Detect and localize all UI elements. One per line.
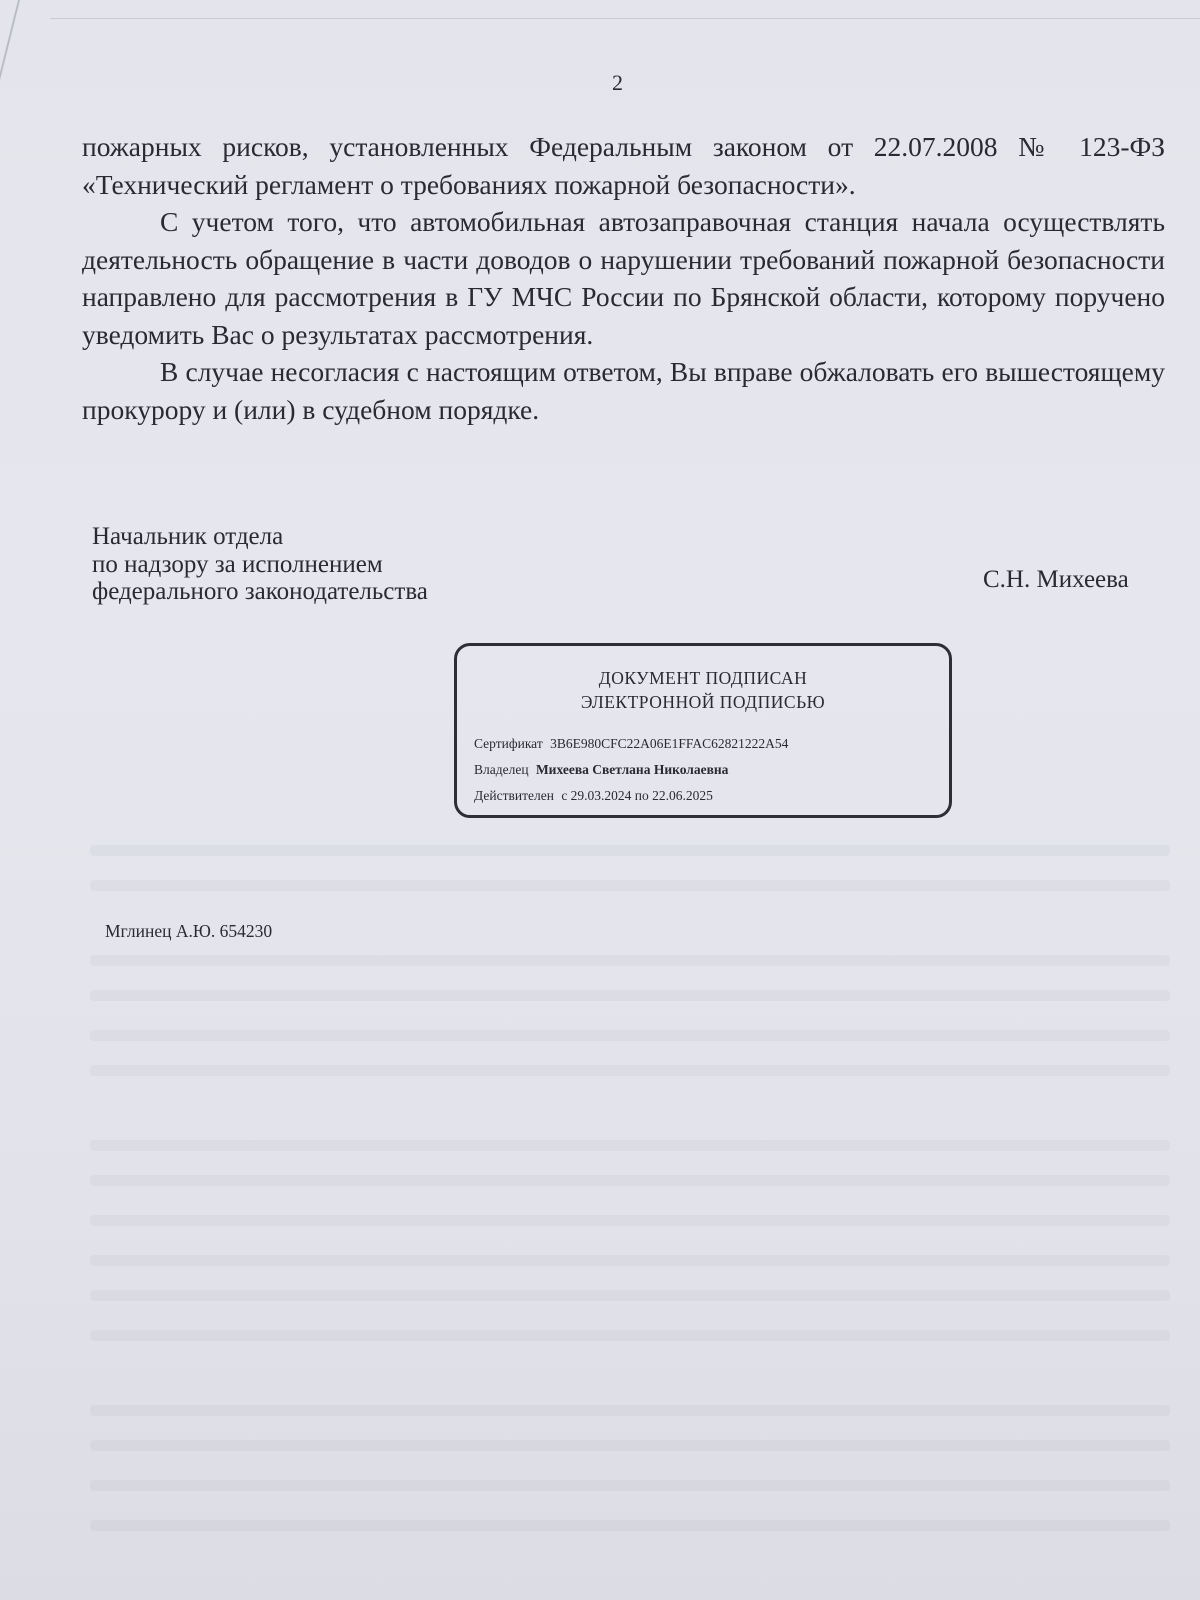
show-through-line (90, 1140, 1170, 1151)
page-number: 2 (612, 70, 623, 95)
show-through-line (90, 1440, 1170, 1451)
position-line: Начальник отдела (92, 523, 284, 550)
show-through-line (90, 1065, 1170, 1076)
position-line: федерального законодательства (92, 578, 428, 605)
certificate-value: 3B6E980CFC22A06E1FFAC62821222A54 (550, 736, 789, 751)
show-through-line (90, 845, 1170, 856)
stamp-subtitle: ЭЛЕКТРОННОЙ ПОДПИСЬЮ (580, 692, 826, 712)
e-signature-stamp (454, 643, 952, 818)
signatory-position (92, 523, 428, 606)
letter-body (82, 128, 1165, 428)
show-through-line (90, 1330, 1170, 1341)
owner-label: Владелец (474, 762, 529, 777)
show-through-line (90, 1405, 1170, 1416)
stamp-validity (474, 788, 713, 804)
show-through-line (90, 1030, 1170, 1041)
show-through-line (90, 1175, 1170, 1186)
show-through-line (90, 880, 1170, 891)
validity-label: Действителен (474, 788, 554, 803)
paragraph-appeal-rights: В случае несогласия с настоящим ответом, Вы вправе обжаловать его вышестоящему прокурору и (или) в судебном порядке. (82, 356, 1165, 425)
show-through-line (90, 1520, 1170, 1531)
position-line: по надзору за исполнением (92, 550, 383, 578)
certificate-label: Сертификат (474, 736, 543, 751)
show-through-line (90, 1480, 1170, 1491)
paper-top-edge (50, 0, 1200, 19)
show-through-line (90, 1215, 1170, 1226)
paragraph-continuation: пожарных рисков, установленных Федеральным законом от 22.07.2008 № 123-ФЗ «Технический регламент о требованиях пожарной безопасности». (82, 131, 1165, 200)
executor-info: Мглинец А.Ю. 654230 (105, 921, 273, 941)
signatory-name: С.Н. Михеева (983, 566, 1129, 593)
stamp-owner (474, 762, 728, 778)
show-through-line (90, 1290, 1170, 1301)
stamp-certificate (474, 736, 788, 752)
stamp-title: ДОКУМЕНТ ПОДПИСАН (598, 668, 808, 688)
paper-fold-line (0, 0, 90, 150)
show-through-line (90, 1255, 1170, 1266)
validity-value: с 29.03.2024 по 22.06.2025 (561, 788, 713, 803)
owner-value: Михеева Светлана Николаевна (535, 762, 729, 777)
show-through-line (90, 955, 1170, 966)
show-through-line (90, 990, 1170, 1001)
paragraph-referral: С учетом того, что автомобильная автозаправочная станция начала осуществлять деятельность обращение в части доводов о нарушении требований пожарной безопасности направлено для рассмотрения в ГУ МЧС России по Брянской области, которому поручено уведомить Вас о результатах рассмотрения. (82, 206, 1165, 350)
